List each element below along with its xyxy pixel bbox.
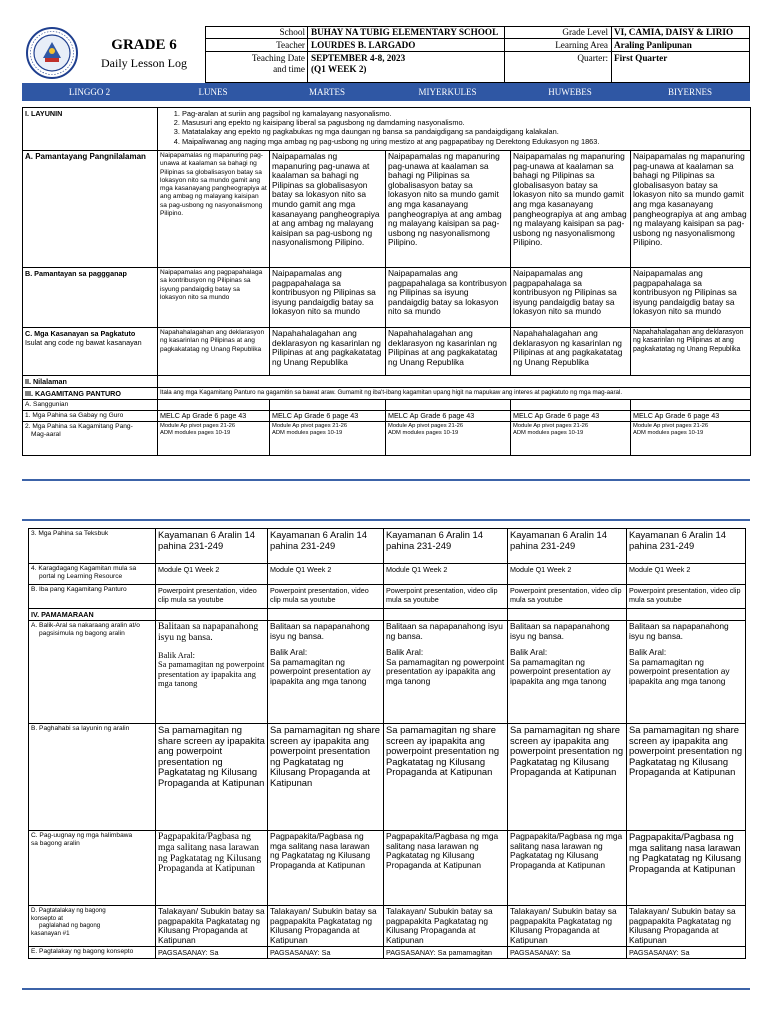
balik-aral-monday-heading: Balik Aral:: [158, 650, 195, 660]
gabay-guro-monday: MELC Ap Grade 6 page 43: [158, 411, 270, 422]
pag-uugnay-tuesday: Pagpapakita/Pagbasa ng mga salitang nasa larawan ng Pagkatatag ng Kilusang Propaganda at Katipunan: [268, 831, 384, 906]
mag-aaral-label-2: Mag-aaral: [31, 431, 61, 438]
iba-pang-monday: Powerpoint presentation, video clip mula sa youtube: [156, 585, 268, 609]
day-thursday: HUWEBES: [548, 87, 592, 97]
mag-aaral-monday-2: ADM modules pages 10-19: [160, 430, 231, 436]
iba-pang-thursday: Powerpoint presentation, video clip mula sa youtube: [508, 585, 627, 609]
lesson-log-page-1: [22, 23, 750, 481]
table-row: [23, 328, 751, 376]
pamamaraan-label: IV. PAMAMARAAN: [29, 609, 156, 621]
teksbuk-friday: Kayamanan 6 Aralin 14 pahina 231-249: [627, 529, 746, 564]
gabay-guro-thursday: MELC Ap Grade 6 page 43: [511, 411, 631, 422]
pagtatalakay2-monday: PAGSASANAY: Sa: [156, 947, 268, 959]
table-row: [23, 268, 751, 328]
pagtatalakay2-friday: PAGSASANAY: Sa: [627, 947, 746, 959]
teksbuk-tuesday: Kayamanan 6 Aralin 14 pahina 231-249: [268, 529, 384, 564]
header: [22, 23, 750, 83]
iba-pang-friday: Powerpoint presentation, video clip mula sa youtube: [627, 585, 746, 609]
table-row: [29, 906, 746, 947]
date-label-1: Teaching Date: [251, 53, 305, 63]
table-row: [29, 831, 746, 906]
pag-uugnay-monday: Pagpapakita/Pagbasa ng mga salitang nasa larawan ng Pagkatatag ng Kilusang Propaganda at Katipunan: [156, 831, 268, 906]
kasanayan-label: C. Mga Kasanayan sa Pagkatuto: [25, 329, 136, 338]
school-label: School: [279, 27, 305, 37]
day-friday: BIYERNES: [667, 87, 712, 97]
teksbuk-thursday: Kayamanan 6 Aralin 14 pahina 231-249: [508, 529, 627, 564]
log-title: Daily Lesson Log: [101, 56, 187, 70]
pangnilalaman-wednesday: Naipapamalas ng mapanuring pag-unawa at kaalaman sa bahagi ng Pilipinas sa globalisasyon batay sa lokasyon nito sa mundo gamit ang mga kasanayang pangheograpiya at ang ambag ng malayang kaisipan sa pag-usbong ng nasyonalismong Pilipino.: [386, 151, 511, 268]
date-value-2: (Q1 WEEK 2): [311, 64, 367, 74]
paghahabi-friday: Sa pamamagitan ng share screen ay ipapakita ang powerpoint presentation ng Pagkatatag ng Kilusang Propaganda at Katipunan: [627, 724, 746, 831]
pagtatalakay2-thursday: PAGSASANAY: Sa: [508, 947, 627, 959]
pag-uugnay-friday: Pagpapakita/Pagbasa ng mga salitang nasa larawan ng Pagkatatag ng Kilusang Propaganda at Katipunan: [627, 831, 746, 906]
balik-aral-monday-body: Sa pamamagitan ng powerpoint presentation ay ipapakita ang mga tanong: [158, 660, 265, 689]
mag-aaral-label-1: 2. Mga Pahina sa Kagamitang Pang-: [25, 423, 133, 430]
karagdagang-thursday: Module Q1 Week 2: [508, 564, 627, 585]
table-row: [23, 411, 751, 422]
balik-aral-label-2: pagsisimula ng bagong aralin: [39, 630, 125, 638]
day-header-row: [22, 83, 750, 101]
paghahabi-tuesday: Sa pamamagitan ng share screen ay ipapakita ang powerpoint presentation ng Pagkatatag ng Kilusang Propaganda at Katipunan: [268, 724, 384, 831]
kasanayan-wednesday: Napahahalagahan ang deklarasyon ng kasarinlan ng Pilipinas at ang pagkakatatag ng Unang Republika: [386, 328, 511, 376]
pagtatalakay2-tuesday: PAGSASANAY: Sa: [268, 947, 384, 959]
mag-aaral-monday-1: Module Ap pivot pages 21-26: [160, 423, 236, 429]
balik-aral-friday-heading: Balik Aral:: [629, 647, 667, 658]
mag-aaral-friday-2: ADM modules pages 10-19: [633, 430, 704, 436]
table-row: [29, 585, 746, 609]
pagtatalakay1-wednesday: Talakayan/ Subukin batay sa pagpapakita Pagkatatag ng Kilusang Propaganda at Katipunan: [384, 906, 508, 947]
table-row: [23, 376, 751, 388]
table-row: [23, 151, 751, 268]
pagganap-thursday: Naipapamalas ang pagpapahalaga sa kontribusyon ng Pilipinas sa isyung pandaigdig batay sa lokasyon nito sa mundo: [511, 268, 631, 328]
pagganap-monday: Naipapamalas ang pagpapahalaga sa kontribusyon ng Pilipinas sa isyung pandaigdig batay sa lokasyon nito sa mundo: [158, 268, 270, 328]
quarter-label: Quarter:: [577, 53, 608, 63]
grade-level-label: Grade Level: [562, 27, 608, 37]
mag-aaral-tuesday-2: ADM modules pages 10-19: [272, 430, 343, 436]
deped-seal-icon: [26, 27, 78, 79]
table-row: [23, 422, 751, 456]
pagtatalakay1-thursday: Talakayan/ Subukin batay sa pagpapakita Pagkatatag ng Kilusang Propaganda at Katipunan: [508, 906, 627, 947]
kasanayan-friday: Napahahalagahan ang deklarasyon ng kasarinlan ng Pilipinas at ang pagkakatatag ng Unang Republika: [631, 328, 751, 376]
gabay-guro-wednesday: MELC Ap Grade 6 page 43: [386, 411, 511, 422]
paghahabi-thursday: Sa pamamagitan ng share screen ay ipapakita ang powerpoint presentation ng Pagkatatag ng Kilusang Propaganda at Katipunan: [508, 724, 627, 831]
day-monday: LUNES: [198, 87, 228, 97]
table-row: [23, 388, 751, 400]
list-item: 3. Matatalakay ang epekto ng pagkabukas ng mga daungan ng bansa sa pandaigdigang sa pandaigdigang kalakalan.: [182, 127, 748, 136]
week-label: LINGGO 2: [68, 87, 111, 97]
kagamitang-note: Itala ang mga Kagamitang Panturo na gagamitin sa bawat araw. Gumamit ng iba't-ibang kagamitan upang higit na mapukaw ang interes at pagkatuto ng mga mag-aaral.: [158, 388, 751, 400]
pagganap-tuesday: Naipapamalas ang pagpapahalaga sa kontribusyon ng Pilipinas sa isyung pandaigdig batay sa lokasyon nito sa mundo: [270, 268, 386, 328]
table-row: [29, 529, 746, 564]
kasanayan-thursday: Napahahalagahan ang deklarasyon ng kasarinlan ng Pilipinas at ang pagkakatatag ng Unang Republika: [511, 328, 631, 376]
list-item: 2. Masusuri ang epekto ng kaisipang liberal sa pagusbong ng damdaming nasyonalismo.: [182, 118, 748, 127]
paghahabi-monday: Sa pamamagitan ng share screen ay ipapakita ang powerpoint presentation ng Pagkatatag ng Kilusang Propaganda at Katipunan: [156, 724, 268, 831]
kasanayan-monday: Napahahalagahan ang deklarasyon ng kasarinlan ng Pilipinas at ang pagkakatatag ng Unang Republika: [158, 328, 270, 376]
karagdagang-tuesday: Module Q1 Week 2: [268, 564, 384, 585]
table-row: [29, 947, 746, 959]
balik-aral-monday-first: Balitaan sa napapanahong isyu ng bansa.: [158, 621, 259, 643]
karagdagang-friday: Module Q1 Week 2: [627, 564, 746, 585]
date-value-1: SEPTEMBER 4-8, 2023: [311, 53, 406, 63]
pag-uugnay-wednesday: Pagpapakita/Pagbasa ng mga salitang nasa larawan ng Pagkatatag ng Kilusang Propaganda at Katipunan: [384, 831, 508, 906]
table-row: [29, 564, 746, 585]
list-item: 4. Maipaliwanag ang naging mga ambag ng pag-usbong ng uring mestizo at ang pagpapatibay ng Derektong Edukasyon ng 1863.: [182, 137, 748, 146]
nilalaman-label: II. Nilalaman: [23, 376, 158, 388]
kasanayan-sublabel: Isulat ang code ng bawat kasanayan: [25, 338, 142, 347]
balik-aral-friday-body: Sa pamamagitan ng powerpoint presentation ay ipapakita ang mga tanong: [629, 656, 730, 686]
mag-aaral-friday-1: Module Ap pivot pages 21-26: [633, 423, 709, 429]
teacher-label: Teacher: [276, 40, 305, 50]
list-item: 1. Pag-aralan at suriin ang pagsibol ng kamalayang nasyonalismo.: [182, 109, 748, 118]
quarter-value: First Quarter: [614, 53, 668, 63]
iba-pang-tuesday: Powerpoint presentation, video clip mula sa youtube: [268, 585, 384, 609]
pagtatalakay1-friday: Talakayan/ Subukin batay sa pagpapakita Pagkatatag ng Kilusang Propaganda at Katipunan: [627, 906, 746, 947]
mag-aaral-wednesday-2: ADM modules pages 10-19: [388, 430, 459, 436]
lesson-table-top: [22, 107, 751, 456]
layunin-list: [158, 108, 751, 151]
lesson-table-bottom: [28, 528, 746, 959]
pangnilalaman-monday: Naipapamalas ng mapanuring pag-unawa at kaalaman sa bahagi ng Pilipinas sa globalisasyon batay sa lokasyon nito sa mundo gamit ang mga kasanayang pangheograpiya at ang ambag ng malayang kaisipan sa pag-usbong ng nasyonalismong Pilipino.: [158, 151, 270, 268]
table-row: [23, 108, 751, 151]
pag-uugnay-label-2: sa bagong aralin: [31, 840, 80, 848]
balik-aral-tuesday-first: Balitaan sa napapanahong isyu ng bansa.: [270, 621, 370, 641]
karagdagang-monday: Module Q1 Week 2: [156, 564, 268, 585]
grade-title: GRADE 6: [111, 37, 177, 53]
balik-aral-label-1: A. Balik-Aral sa nakaraang aralin at/o: [31, 622, 140, 629]
paghahabi-wednesday: Sa pamamagitan ng share screen ay ipapakita ang powerpoint presentation ng Pagkatatag ng Kilusang Propaganda at Katipunan: [384, 724, 508, 831]
balik-aral-tuesday-body: Sa pamamagitan ng powerpoint presentation ay ipapakita ang mga tanong: [270, 656, 371, 686]
teksbuk-monday: Kayamanan 6 Aralin 14 pahina 231-249: [156, 529, 268, 564]
mag-aaral-thursday-1: Module Ap pivot pages 21-26: [513, 423, 589, 429]
balik-aral-thursday-body: Sa pamamagitan ng powerpoint presentation ay ipapakita ang mga tanong: [510, 656, 611, 686]
day-wednesday: MIYERKULES: [418, 87, 477, 97]
pag-uugnay-thursday: Pagpapakita/Pagbasa ng mga salitang nasa larawan ng Pagkatatag ng Kilusang Propaganda at Katipunan: [508, 831, 627, 906]
gabay-guro-label: 1. Mga Pahina sa Gabay ng Guro: [23, 411, 158, 422]
pangnilalaman-tuesday: Naipapamalas ng mapanuring pag-unawa at kaalaman sa bahagi ng Pilipinas sa globalisasyon batay sa lokasyon nito sa mundo gamit ang mga kasanayang pangheograpiya at ang ambag ng malayang kaisipan sa pag-usbong ng nasyonalismong Pilipino.: [270, 151, 386, 268]
gabay-guro-friday: MELC Ap Grade 6 page 43: [631, 411, 751, 422]
pagganap-friday: Naipapamalas ang pagpapahalaga sa kontribusyon ng Pilipinas sa isyung pandaigdig batay sa lokasyon nito sa mundo: [631, 268, 751, 328]
teksbuk-wednesday: Kayamanan 6 Aralin 14 pahina 231-249: [384, 529, 508, 564]
school-value: BUHAY NA TUBIG ELEMENTARY SCHOOL: [311, 27, 499, 37]
lesson-log-page-2: [22, 519, 750, 990]
balik-aral-wednesday-heading: Balik Aral:: [386, 647, 424, 658]
teacher-value: LOURDES B. LARGADO: [311, 40, 416, 50]
teksbuk-label: 3. Mga Pahina sa Teksbuk: [29, 529, 156, 564]
pag-uugnay-label-1: C. Pag-uugnay ng mga halimbawa: [31, 832, 133, 839]
paghahabi-label: B. Paghahabi sa layunin ng aralin: [29, 724, 156, 831]
table-row: [29, 724, 746, 831]
kasanayan-tuesday: Napahahalagahan ang deklarasyon ng kasarinlan ng Pilipinas at ang pagkakatatag ng Unang Republika: [270, 328, 386, 376]
karagdagang-label-2: portal ng Learning Resource: [39, 573, 123, 581]
pangnilalaman-label: A. Pamantayang Pangnilalaman: [23, 151, 158, 268]
balik-aral-wednesday-first: Balitaan sa napapanahong isyu ng bansa.: [386, 621, 503, 641]
balik-aral-wednesday-body: Sa pamamagitan ng powerpoint presentation ay ipapakita ang mga tanong: [386, 656, 505, 686]
table-row: [29, 609, 746, 621]
learning-area-value: Araling Panlipunan: [614, 40, 692, 50]
balik-aral-thursday-first: Balitaan sa napapanahong isyu ng bansa.: [510, 621, 610, 641]
pagtatalakay2-label: E. Pagtalakay ng bagong konsepto: [29, 947, 156, 959]
pagganap-wednesday: Naipapamalas ang pagpapahalaga sa kontribusyon ng Pilipinas sa isyung pandaigdig batay sa lokasyon nito sa mundo: [386, 268, 511, 328]
karagdagang-label-1: 4. Karagdagang Kagamitan mula sa: [31, 565, 137, 572]
layunin-label: I. LAYUNIN: [23, 108, 158, 151]
pangnilalaman-friday: Naipapamalas ng mapanuring pag-unawa at kaalaman sa bahagi ng Pilipinas sa globalisasyon batay sa lokasyon nito sa mundo gamit ang mga kasanayang pangheograpiya at ang ambag ng malayang kaisipan sa pag-usbong ng nasyonalismong Pilipino.: [631, 151, 751, 268]
sanggunian-label: A. Sanggunian: [23, 400, 158, 411]
mag-aaral-tuesday-1: Module Ap pivot pages 21-26: [272, 423, 348, 429]
learning-area-label: Learning Area: [555, 40, 608, 50]
pagganap-label: B. Pamantayan sa paggganap: [23, 268, 158, 328]
karagdagang-wednesday: Module Q1 Week 2: [384, 564, 508, 585]
balik-aral-friday-first: Balitaan sa napapanahong isyu ng bansa.: [629, 621, 729, 641]
pagtatalakay1-label-4: kasanayan #1: [31, 929, 70, 937]
table-row: [29, 621, 746, 724]
balik-aral-thursday-heading: Balik Aral:: [510, 647, 548, 658]
iba-pang-wednesday: Powerpoint presentation, video clip mula sa youtube: [384, 585, 508, 609]
pagtatalakay1-monday: Talakayan/ Subukin batay sa pagpapakita Pagkatatag ng Kilusang Propaganda at Katipunan: [156, 906, 268, 947]
pagtatalakay1-label-3: paglalahad ng bagong: [39, 922, 101, 930]
mag-aaral-wednesday-1: Module Ap pivot pages 21-26: [388, 423, 464, 429]
date-label-2: and time: [273, 64, 305, 74]
pagtatalakay1-label-1: D. Pagtatalakay ng bagong: [31, 907, 106, 914]
pagtatalakay1-tuesday: Talakayan/ Subukin batay sa pagpapakita Pagkatatag ng Kilusang Propaganda at Katipunan: [268, 906, 384, 947]
pangnilalaman-thursday: Naipapamalas ng mapanuring pag-unawa at kaalaman sa bahagi ng Pilipinas sa globalisasyon batay sa lokasyon nito sa mundo gamit ang mga kasanayang pangheograpiya at ang ambag ng malayang kaisipan sa pag-usbong ng nasyonalismong Pilipino.: [511, 151, 631, 268]
mag-aaral-thursday-2: ADM modules pages 10-19: [513, 430, 584, 436]
balik-aral-tuesday-heading: Balik Aral:: [270, 647, 308, 658]
day-tuesday: MARTES: [309, 87, 345, 97]
pagtatalakay2-wednesday: PAGSASANAY: Sa pamamagitan: [384, 947, 508, 959]
grade-level-value: VI, CAMIA, DAISY & LIRIO: [614, 27, 734, 37]
table-row: [23, 400, 751, 411]
pagtatalakay1-label-2: konsepto at: [31, 914, 63, 922]
iba-pang-label: B. Iba pang Kagamitang Panturo: [29, 585, 156, 609]
kagamitang-label: III. KAGAMITANG PANTURO: [23, 388, 158, 400]
gabay-guro-tuesday: MELC Ap Grade 6 page 43: [270, 411, 386, 422]
